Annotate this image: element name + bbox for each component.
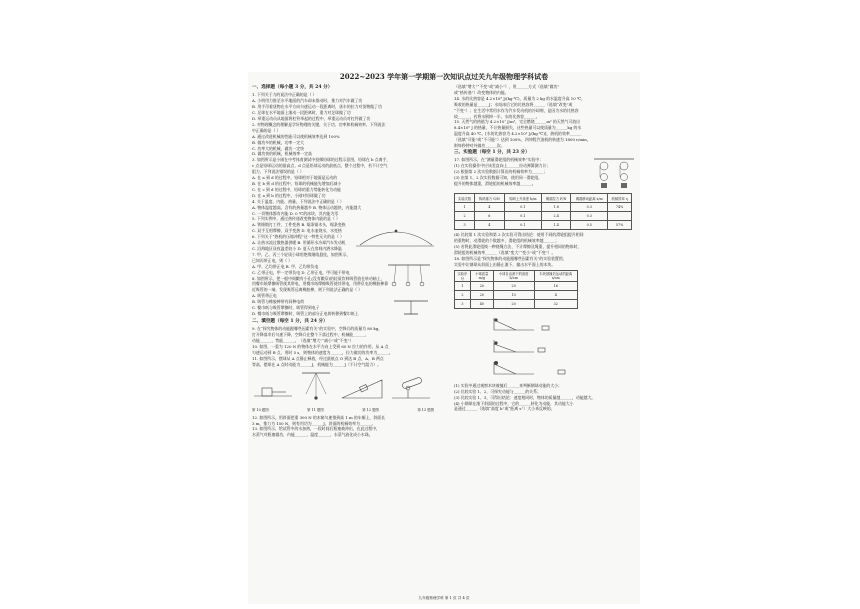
fill-questions-right bbox=[454, 84, 636, 149]
table-cell: 4 bbox=[534, 290, 577, 299]
table-cell: 4 bbox=[475, 221, 505, 230]
table-header-cell: 绳端移动距离 s/m bbox=[571, 194, 608, 203]
table-cell: 1.4 bbox=[542, 221, 571, 230]
question-line: (1) 在实验操作中应该竖直向上______拉动弹簧测力计； bbox=[454, 163, 551, 169]
table-cell: 20 bbox=[470, 281, 493, 290]
question-line: 较______，若将水倒掉一半，水的比热容______。 bbox=[454, 113, 540, 119]
table-cell: 57% bbox=[608, 221, 632, 230]
question-line: 提升的物体越重，滑轮组的机械效率越______。 bbox=[454, 181, 536, 186]
question-line: (4) 小钢球在滚下斜面的过程中，它的______转化为动能，其动能大小 bbox=[454, 400, 574, 406]
left-column bbox=[252, 84, 434, 592]
question-line: 吸收的热量是______J；水结冰后它的比热容将______（选填“改变”或 bbox=[454, 101, 573, 107]
question-line: 阻力，下列说法错误的是（ ） bbox=[252, 169, 304, 175]
question-line: 15. 天然气的热值为 4.2×10⁷ J/m³，完全燃烧______m³ 的天然气可放出 bbox=[454, 119, 581, 125]
table-header-cell: 钩码重力 G/N bbox=[475, 194, 505, 203]
section-heading-fill: 二、填空题（每空 1 分，共 24 分） bbox=[252, 318, 328, 324]
fill-questions bbox=[252, 326, 434, 367]
table-cell: 0.1 bbox=[504, 212, 541, 221]
question-line: C. 足球在水平地面上滚动一段距离时，重力对足球做了功 bbox=[252, 110, 351, 116]
question-line: C. 一切物体都有内能 D. 0 ℃的冰块，其内能为零 bbox=[252, 210, 339, 216]
question-line: C. 功率大的机械，做功一定快 bbox=[252, 145, 304, 151]
question-line: (4) 比较第 1 次实验和第 3 次实验可得出结论：使用不同的滑轮组提升相同 bbox=[454, 232, 584, 238]
table-cell: 2.4 bbox=[542, 212, 571, 221]
table-header-cell: 绳端拉力 F/N bbox=[542, 194, 571, 203]
figure-caption-11: 第 11 题图 bbox=[307, 407, 324, 412]
table-cell: 32 bbox=[534, 299, 577, 308]
pulley-system-figure bbox=[592, 157, 636, 191]
table-cell: 10 bbox=[493, 290, 534, 299]
question-line: 动能______，势能______。（选填“增大”“减小”或“不变”） bbox=[252, 338, 354, 344]
question-line: 8.4×10⁶ J 的热量，不计热量损失，这些热量可以使质量为______kg 的水 bbox=[454, 125, 582, 131]
right-column bbox=[454, 84, 636, 592]
question-line: 已知丙带正电，则（ ） bbox=[252, 257, 293, 263]
question-line: 14. 水的比热容是 4.2×10³ J/(kg·℃)，质量为 2 kg 的水温度升高 10 ℃， bbox=[454, 95, 586, 101]
question-line: A. 物体温度越高，含有的热量越多 B. 物体运动越快，内能越大 bbox=[252, 204, 362, 210]
question-line: 18. 如图所示是“探究物体的动能跟哪些因素有关”的实验装置图， bbox=[454, 256, 567, 261]
table-header-cell: 小球自由滚下的高度 h/cm bbox=[493, 270, 534, 281]
shot-put-trajectory-figure bbox=[356, 225, 434, 247]
table-cell: 1 bbox=[455, 281, 471, 290]
question-line: 1. 下列关于力的说法中正确的是（ ） bbox=[252, 92, 317, 98]
fill-questions-continued bbox=[252, 415, 434, 439]
experiment-17-continued bbox=[454, 232, 636, 267]
question-line: c 点是铅球运动的最高点，d 点是铅球运动的最低点，整个过程中，若不计空气 bbox=[252, 163, 388, 169]
exam-sheet bbox=[248, 72, 640, 604]
question-line: C. 乙带正电，甲一定带负电 D. 乙带正电，甲可能不带电 bbox=[252, 269, 350, 275]
table-cell: 16 bbox=[534, 281, 577, 290]
table-cell: 20 bbox=[493, 281, 534, 290]
question-line: 3. 如图所示是小刚在中考体育测试中投掷铅球的过程示意图，铅球在 b 点离手， bbox=[252, 157, 391, 163]
table-header-cell: 实验次数 bbox=[455, 194, 475, 203]
table-cell: 1 bbox=[455, 203, 475, 212]
question-line: 中正确的是（ ） bbox=[252, 127, 281, 133]
table-cell: 40 bbox=[470, 299, 493, 308]
table-cell: 2 bbox=[455, 212, 475, 221]
table-cell bbox=[608, 212, 632, 221]
question-line: 或“热传递”）改变物体的内能。 bbox=[454, 89, 509, 95]
table-row bbox=[455, 221, 632, 230]
question-line: (2) 比较实验 1、2，可探究动能与______的关系； bbox=[454, 388, 541, 394]
table-cell: 0.1 bbox=[504, 203, 541, 212]
figure-caption-12: 第 12 题图 bbox=[362, 407, 379, 412]
question-line: D. 在 a 到 b 的过程中，小刚对铅球做了功 bbox=[252, 192, 326, 198]
section-heading-choice: 一、选择题（每小题 3 分，共 24 分） bbox=[252, 85, 333, 90]
page-title: 2022~2023 学年第一学期第一次知识点过关九年级物理学科试卷 bbox=[339, 72, 549, 81]
pulley-data-table bbox=[454, 193, 632, 230]
question-line: 17. 如图所示，在“测量滑轮组的机械效率”实验中： bbox=[454, 157, 544, 163]
question-line: 匀速运动到 B 点，用时 5 s，则物体的速度为______，拉力做功的功率为______。 bbox=[252, 349, 393, 355]
question-line: 等高，摆球在 A 点时动能为______J，机械能为______J（不计空气阻力）。 bbox=[252, 361, 382, 367]
question-line: （选填“可能”或“不可能”）达到 100%，四冲程汽油机的转速为 1800 r/min， bbox=[454, 137, 591, 143]
question-line: 9. 在“探究物体的动能跟哪些因素有关”的实验中，空降兵的质量为 80 kg， bbox=[252, 326, 383, 332]
question-line: (2) 根据第 2 次实验数据计算出的机械效率为______； bbox=[454, 169, 548, 175]
question-line: B. 吸管与橡胶棒带有同种电荷 bbox=[252, 299, 305, 305]
question-line: “不变”）；在生活中常用水作为汽车发动机的冷却剂，是因为水的比热容 bbox=[454, 107, 579, 113]
experiment-17-block bbox=[454, 157, 636, 191]
question-line: 实验中让钢球从斜面上由静止滚下，撞击水平面上的木块。 bbox=[454, 261, 556, 267]
question-line: C. 餐巾纸与吸管摩擦时，吸管得到电子 bbox=[252, 305, 320, 311]
question-line: C. 双手互相摩擦，双手变热 D. 电水壶烧水，水变热 bbox=[252, 228, 342, 234]
table-cell: 20 bbox=[493, 299, 534, 308]
question-line: 滑轮组的机械效率______（选填“变大”“变小”或“不变”）。 bbox=[454, 250, 556, 256]
question-line: 打开降落伞后匀速下降，空降兵在整个下落过程中，机械能______， bbox=[252, 332, 369, 338]
question-line: A. 吸管带正电 bbox=[252, 293, 277, 299]
question-line: (1) 实验中通过观察木块被撞后______来判断钢球动能的大小； bbox=[454, 382, 562, 388]
question-line: 10. 如图，一重为 120 N 的物体在水平方向上受到 60 N 拉力的作用，从 A 点 bbox=[252, 343, 389, 349]
table-cell: 0.5 bbox=[571, 221, 608, 230]
figure-caption-13: 第 13 题图 bbox=[417, 407, 434, 412]
table-row bbox=[455, 299, 578, 308]
question-line: 4. 关于温度、内能、热量，下列说法中正确的是（ ） bbox=[252, 198, 344, 204]
question-line: (3) 比较实验 1、3，可得出结论：速度相同时，物体的质量越______，动能越大。 bbox=[454, 394, 596, 400]
question-line: C. 沿海地区昼夜温差较小 D. 夏天在房间内洒水降温 bbox=[252, 245, 342, 251]
question-line: 11. 如图所示，摆球从 A 点静止释放，经过最低点 O 到达 B 点，A、B 两点 bbox=[252, 355, 384, 361]
straw-rotation-figure bbox=[392, 297, 430, 315]
question-line: 温度升高 40 ℃。[水的比热容为 4.2×10³ J/(kg·℃)]，热机的效率______ bbox=[454, 131, 582, 137]
question-line: D. 餐巾纸与吸管摩擦时，吸管上的部分正电荷转移到餐巾纸上 bbox=[252, 310, 359, 316]
question-line: 3 m，推力为 150 N，则有用功为______J，斜面的机械效率为______。 bbox=[252, 420, 376, 426]
table-cell: 4 bbox=[475, 203, 505, 212]
question-line: B. 在 b 到 d 的过程中，铅球的机械能先增加后减小 bbox=[252, 181, 342, 186]
question-line: 8. 如图所示，把一根中间戳有小孔(没有戳穿)的轻质饮料吸管放在转动轴上， bbox=[252, 275, 385, 281]
question-line: A. 让热水流过散热器供暖 B. 用循环水冷却汽车发动机 bbox=[252, 240, 346, 246]
question-line: A. 铁锤锻打工件，工件变热 B. 锯条锯木头，锯条变热 bbox=[252, 222, 346, 228]
question-line: 7. 甲、乙、丙三个轻质小球用绝缘细线悬挂，如图所示， bbox=[252, 251, 351, 257]
table-cell: 0.3 bbox=[571, 212, 608, 221]
question-line: 水蒸气对瓶塞做功，内能______，温度______，水蒸气液化成小水珠。 bbox=[252, 432, 373, 438]
question-line: A. 甲、乙均带正电 B. 甲、乙均带负电 bbox=[252, 263, 319, 269]
question-line: (5) 若将此滑轮组换一种绕绳方法，不计摩擦及绳重，提升相同的物体时， bbox=[454, 244, 582, 250]
table-header-cell: 木块被撞后运动的距离 s/cm bbox=[534, 270, 577, 281]
figure-row-left bbox=[252, 370, 434, 413]
question-line: 用餐巾纸摩擦吸管使其带电，用餐巾纸摩擦吸管使其带电，用带负电的橡胶棒靠 bbox=[252, 281, 389, 287]
table-row bbox=[455, 203, 632, 212]
section-heading-experiment: 三、实验题（每空 1 分，共 23 分） bbox=[454, 149, 530, 155]
question-line: B. 做功多的机械，功率一定大 bbox=[252, 139, 305, 145]
table-cell: 3 bbox=[455, 221, 475, 230]
question-line: （选填“增大”“不变”或“减小”），用______方式（选填“做功” bbox=[454, 84, 560, 89]
table-cell: 3 bbox=[455, 299, 471, 308]
question-line: C. 在 c 到 d 的过程中，铅球的重力势能转化为动能 bbox=[252, 186, 341, 192]
question-line: 的重物时，动滑轮的个数越多，滑轮组的机械效率越______； bbox=[454, 238, 560, 244]
table-row bbox=[455, 290, 578, 299]
table-header-row bbox=[455, 194, 632, 203]
table-header-cell: 实验序号 bbox=[455, 270, 471, 281]
table-cell: 0.1 bbox=[504, 221, 541, 230]
page-footer: 九年级物理学科 第 1 页 共 4 页 bbox=[418, 596, 470, 600]
question-line: A. 小明用力推至水平地面的汽车却未推动时，推力对汽车做了功 bbox=[252, 98, 363, 104]
kinetic-energy-data-table bbox=[454, 270, 578, 309]
question-line: 6. 下列关于“热机的压缩冲程”这一特性无关的是（ ） bbox=[252, 234, 344, 240]
table-cell: 74% bbox=[608, 203, 632, 212]
table-row bbox=[455, 212, 632, 221]
table-cell: 0.3 bbox=[571, 203, 608, 212]
question-line: A. 通过改进机械的性能可以使机械效率达到 100% bbox=[252, 133, 340, 139]
table-cell: 6 bbox=[475, 212, 505, 221]
table-cell: 20 bbox=[470, 290, 493, 299]
question-line: 12. 如图所示，用斜面把重 300 N 的木箱匀速推到高 1 m 的车厢上，斜面长 bbox=[252, 414, 385, 420]
question-line: 2. 对物理概念的理解是学好物理的关键，关于功、功率和机械效率，下列说法 bbox=[252, 121, 386, 127]
question-line: 则每秒钟对外做功______次。 bbox=[454, 143, 505, 149]
question-line: 近吸管的一端，发现吸管远离橡胶棒，则下列说法正确的是（ ） bbox=[252, 287, 363, 293]
question-line: 13. 如图所示，给试管中的水加热，一段时间后瓶塞被冲出，在此过程中， bbox=[252, 426, 381, 432]
question-line: 5. 下列实例中，通过热传递改变物体内能的是（ ） bbox=[252, 216, 340, 222]
table-header-cell: 小球质量 m/g bbox=[470, 270, 493, 281]
table-header-row bbox=[455, 270, 578, 281]
table-row bbox=[455, 281, 578, 290]
question-line: (3) 由第 1、2 次实验数据可知，使用同一滑轮组， bbox=[454, 175, 543, 181]
table-header-cell: 钩码上升高度 h/m bbox=[504, 194, 541, 203]
question-line: D. 举重运动员从地面将杠铃举起的过程中，举重运动员对杠铃做了功 bbox=[252, 116, 371, 122]
question-line: B. 用手吊着货物在水平方向匀速运动一段距离时，货车的拉力对货物做了功 bbox=[252, 104, 382, 110]
table-header-cell: 机械效率 η bbox=[608, 194, 632, 203]
questions-10-13-figures bbox=[252, 370, 434, 404]
figure-captions bbox=[252, 408, 434, 413]
table-cell: 1.8 bbox=[542, 203, 571, 212]
experiment-17-text bbox=[454, 157, 592, 191]
question-line: A. 在 a 到 d 的过程中，铅球相对于地面是运动的 bbox=[252, 175, 338, 181]
ramp-experiment-figure bbox=[454, 312, 636, 378]
question-line: D. 做功快的机械，机械效率一定高 bbox=[252, 151, 312, 157]
figure-caption-10: 第 10 题图 bbox=[252, 407, 269, 412]
charged-balls-figure bbox=[386, 263, 432, 289]
question-line: 是通过______（选填“高度 h”或“距离 s”）大小来反映的。 bbox=[454, 406, 555, 412]
table-cell: 2 bbox=[455, 290, 471, 299]
experiment-18-questions bbox=[454, 383, 636, 413]
